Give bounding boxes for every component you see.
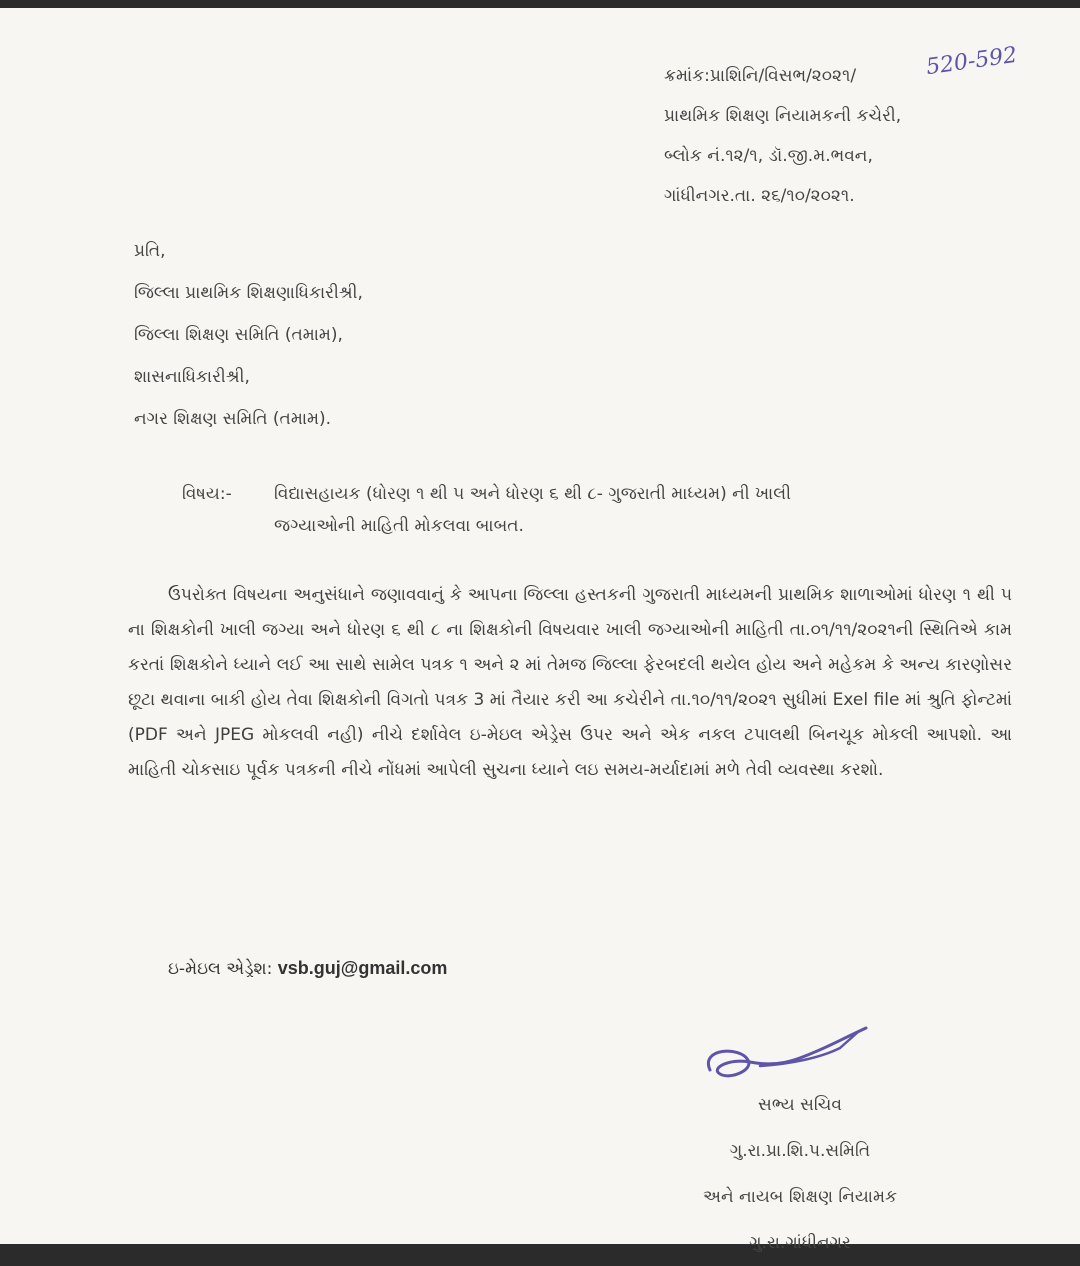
letter-body [128,578,1012,788]
body-paragraph: ઉપરોક્ત વિષયના અનુસંધાને જણાવવાનું કે આપના જિલ્લા હસ્તકની ગુજરાતી માધ્યમની પ્રાથમિક શાળાઓમાં ધોરણ ૧ થી ૫ ના શિક્ષકોની ખાલી જગ્યા અને ધોરણ ૬ થી ૮ ના શિક્ષકોની વિષયવાર ખાલી જગ્યાઓની માહિતી તા.૦૧/૧૧/૨૦૨૧ની સ્થિતિએ કામ કરતાં શિક્ષકોને ધ્યાને લઈ આ સાથે સામેલ પત્રક ૧ અને ૨ માં તેમજ જિલ્લા ફેરબદલી થયેલ હોય અને મહેકમ કે અન્ય કારણોસર છૂટા થવાના બાકી હોય તેવા શિક્ષકોની વિગતો પત્રક 3 માં તૈયાર કરી આ કચેરીને તા.૧૦/૧૧/૨૦૨૧ સુધીમાં Exel file માં શ્રુતિ ફોન્ટમાં (PDF અને JPEG મોકલવી નહી) નીચે દર્શાવેલ ઇ-મેઇલ એડ્રેસ ઉપર અને એક નકલ ટપાલથી બિનચૂક મોકલી આપશો. આ માહિતી ચોકસાઇ પૂર્વક પત્રકની નીચે નોંધમાં આપેલી સુચના ધ્યાને લઇ સમય-મર્યાદામાં મળે તેવી વ્યવસ્થા કરશો. [128,585,1012,780]
recipient-block [134,230,363,440]
subject-line: જગ્યાઓની માહિતી મોકલવા બાબત. [274,516,524,536]
letter-page [0,8,1080,1253]
office-block: બ્લોક નં.૧૨/૧, ડૉ.જી.મ.ભવન, [664,146,873,166]
signatory-line: ગુ.રા.પ્રા.શિ.પ.સમિતિ [729,1141,871,1161]
recipient-line: જિલ્લા પ્રાથમિક શિક્ષણાધિકારીશ્રી, [134,283,363,303]
email-address: vsb.guj@gmail.com [277,958,448,978]
subject-block [182,478,1022,542]
letter-header [664,42,1064,216]
recipient-line: જિલ્લા શિક્ષણ સમિતિ (તમામ), [134,325,343,345]
office-name: પ્રાથમિક શિક્ષણ નિયામકની કચેરી, [664,106,902,126]
place-date: ગાંધીનગર.તા. ૨૬/૧૦/૨૦૨૧. [664,186,855,206]
recipient-to: પ્રતિ, [134,241,166,261]
signature-block [640,1018,960,1253]
recipient-line: શાસનાધિકારીશ્રી, [134,367,250,387]
email-label: ઇ-મેઇલ એડ્રેશ: [168,959,273,979]
email-line [168,958,447,979]
signatory-line: અને નાયબ શિક્ષણ નિયામક [703,1187,897,1207]
handwritten-number: 520-592 [924,42,1019,81]
reference-number-text: ક્રમાંક:પ્રાશિનિ/વિસભ/૨૦૨૧/ [664,66,857,86]
subject-line: વિદ્યાસહાયક (ધોરણ ૧ થી ૫ અને ધોરણ ૬ થી ૮- ગુજરાતી માધ્યમ) ની ખાલી [274,484,791,504]
recipient-line: નગર શિક્ષણ સમિતિ (તમામ). [134,409,332,429]
subject-label: વિષય:- [182,484,232,504]
reference-number [664,42,1064,96]
signatory-designation: સભ્ય સચિવ [758,1095,842,1115]
signatory-line: ગુ.રા.ગાંધીનગર [749,1233,851,1253]
